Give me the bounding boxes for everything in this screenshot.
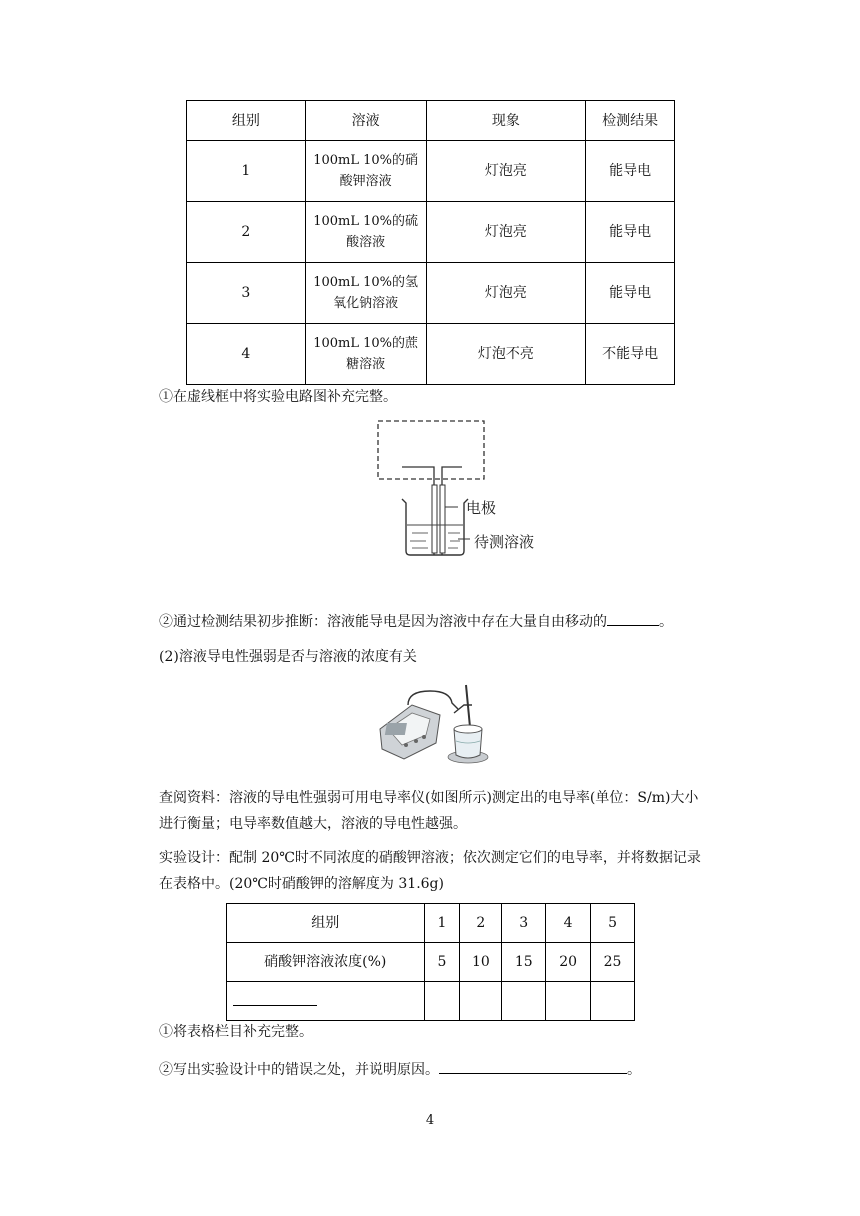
solution-label: 待测溶液 — [474, 533, 535, 551]
concentration-cell: 25 — [591, 943, 635, 982]
circuit-diagram — [370, 415, 570, 565]
result-cell: 能导电 — [586, 263, 675, 324]
header-cell: 溶液 — [305, 101, 426, 141]
table-header-row — [187, 101, 675, 141]
electrode-right — [440, 485, 445, 553]
group-cell: 3 — [187, 263, 306, 324]
table-row — [187, 263, 675, 324]
group-cell: 2 — [460, 904, 502, 943]
empty-cell[interactable] — [424, 982, 460, 1021]
concentration-table — [226, 903, 635, 1021]
phenomenon-cell: 灯泡亮 — [426, 202, 586, 263]
table-row — [227, 982, 635, 1021]
electrode-label: 电极 — [466, 499, 497, 517]
group-cell: 4 — [546, 904, 591, 943]
table-row — [187, 324, 675, 385]
solution-line: 氧化钠溶液 — [333, 296, 399, 311]
solution-line: 100mL 10%的硫 — [313, 214, 419, 229]
solution-cell — [305, 263, 426, 324]
header-cell: 组别 — [187, 101, 306, 141]
question-2-2 — [159, 1058, 641, 1079]
row-label: 组别 — [227, 904, 425, 943]
concentration-cell: 15 — [502, 943, 546, 982]
solution-line: 100mL 10%的蔗 — [313, 336, 419, 351]
group-cell: 2 — [187, 202, 306, 263]
solution-cell — [305, 202, 426, 263]
conductivity-meter-image — [378, 683, 490, 767]
solution-line: 酸溶液 — [346, 235, 386, 250]
answer-blank[interactable] — [233, 990, 317, 1006]
answer-blank[interactable] — [607, 610, 659, 626]
design-paragraph: 实验设计：配制 20℃时不同浓度的硝酸钾溶液；依次测定它们的电导率，并将数据记录在表格中。(20℃时硝酸钾的溶解度为 31.6g) — [159, 850, 701, 892]
row-label: 硝酸钾溶液浓度(%) — [227, 943, 425, 982]
empty-cell[interactable] — [460, 982, 502, 1021]
empty-cell[interactable] — [502, 982, 546, 1021]
header-cell: 检测结果 — [586, 101, 675, 141]
question-text: ②通过检测结果初步推断：溶液能导电是因为溶液中存在大量自由移动的 — [159, 614, 607, 630]
concentration-cell: 5 — [424, 943, 460, 982]
question-1-1: ①在虚线框中将实验电路图补充完整。 — [159, 389, 397, 405]
phenomenon-cell: 灯泡亮 — [426, 141, 586, 202]
header-cell: 现象 — [426, 101, 586, 141]
electrode-left — [432, 485, 437, 553]
question-text: ②写出实验设计中的错误之处，并说明原因。 — [159, 1062, 439, 1078]
group-cell: 3 — [502, 904, 546, 943]
question-1-2 — [159, 610, 673, 631]
question-text-end: 。 — [627, 1062, 641, 1078]
group-cell: 1 — [187, 141, 306, 202]
dashed-box — [378, 421, 484, 479]
solution-line: 100mL 10%的氢 — [313, 275, 419, 290]
group-cell: 4 — [187, 324, 306, 385]
meter-body — [380, 705, 440, 759]
result-cell: 不能导电 — [586, 324, 675, 385]
table-row — [227, 943, 635, 982]
table-row — [187, 202, 675, 263]
empty-cell[interactable] — [591, 982, 635, 1021]
result-cell: 能导电 — [586, 202, 675, 263]
question-2-1: ①将表格栏目补充完整。 — [159, 1024, 313, 1040]
section-2-heading: (2)溶液导电性强弱是否与溶液的浓度有关 — [159, 649, 417, 665]
experiment-table — [186, 100, 675, 385]
reference-paragraph: 查阅资料：溶液的导电性强弱可用电导率仪(如图所示)测定出的电导率(单位：S/m)大小进行衡量；电导率数值越大，溶液的导电性越强。 — [159, 790, 699, 832]
solution-cell — [305, 324, 426, 385]
table-row — [227, 904, 635, 943]
group-cell: 1 — [424, 904, 460, 943]
solution-line: 100mL 10%的硝 — [313, 153, 419, 168]
concentration-cell: 20 — [546, 943, 591, 982]
answer-blank[interactable] — [439, 1058, 627, 1074]
page-number: 4 — [425, 1113, 435, 1128]
phenomenon-cell: 灯泡亮 — [426, 263, 586, 324]
result-cell: 能导电 — [586, 141, 675, 202]
question-text-end: 。 — [659, 614, 673, 630]
phenomenon-cell: 灯泡不亮 — [426, 324, 586, 385]
blank-label-cell — [227, 982, 425, 1021]
concentration-cell: 10 — [460, 943, 502, 982]
group-cell: 5 — [591, 904, 635, 943]
solution-cell — [305, 141, 426, 202]
solution-line: 糖溶液 — [346, 357, 386, 372]
table-row — [187, 141, 675, 202]
empty-cell[interactable] — [546, 982, 591, 1021]
beaker-image — [448, 725, 488, 763]
solution-line: 酸钾溶液 — [339, 174, 392, 189]
